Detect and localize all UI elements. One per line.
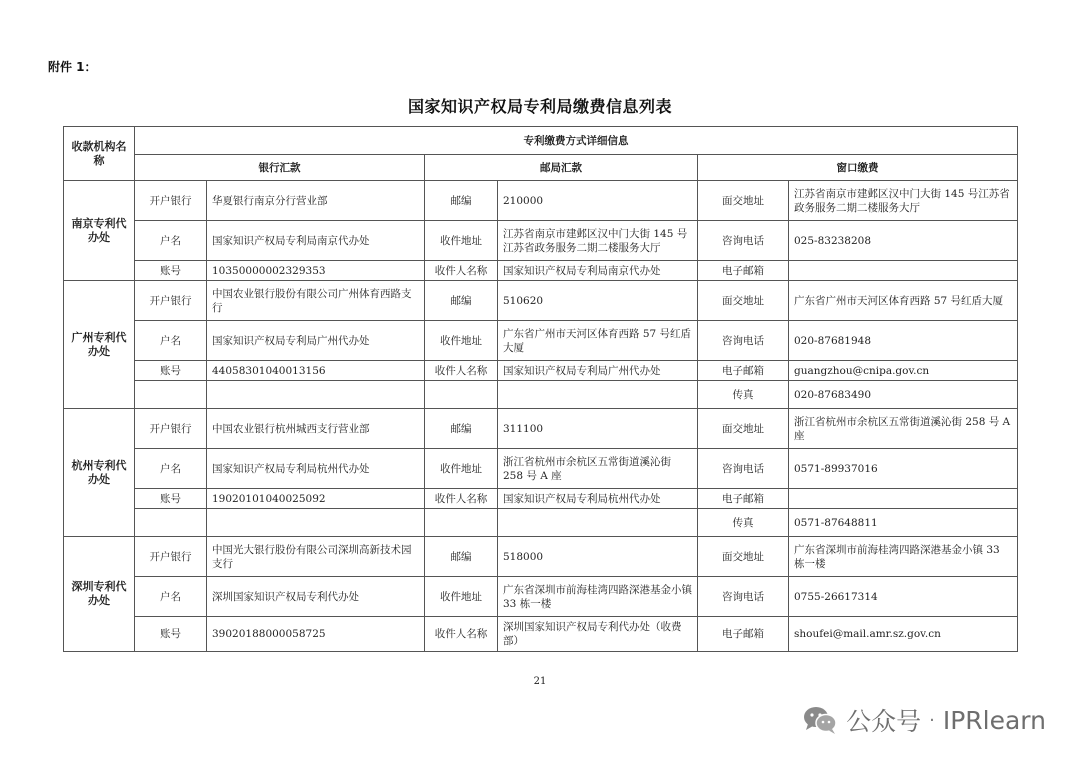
cell-window-label: 咨询电话 bbox=[698, 449, 789, 489]
cell-post-label: 收件人名称 bbox=[425, 261, 498, 281]
cell-window-value: 浙江省杭州市余杭区五常街道溪沁街 258 号 A 座 bbox=[789, 409, 1018, 449]
cell-bank-label: 开户银行 bbox=[135, 281, 207, 321]
attachment-label: 附件 1： bbox=[48, 60, 97, 74]
cell-window-label: 咨询电话 bbox=[698, 321, 789, 361]
cell-post-value: 广东省深圳市前海桂湾四路深港基金小镇 33 栋一楼 bbox=[498, 577, 698, 617]
cell-post-label: 收件人名称 bbox=[425, 617, 498, 652]
header-org: 收款机构名称 bbox=[64, 127, 135, 181]
cell-window-value: 020-87683490 bbox=[789, 381, 1018, 409]
cell-post-value: 518000 bbox=[498, 537, 698, 577]
office-name: 深圳专利代办处 bbox=[64, 537, 135, 652]
cell-window-value bbox=[789, 261, 1018, 281]
watermark-account: IPRlearn bbox=[942, 705, 1046, 735]
office-row bbox=[64, 181, 1018, 221]
cell-bank-value: 19020101040025092 bbox=[207, 489, 425, 509]
cell-window-label: 电子邮箱 bbox=[698, 617, 789, 652]
office-name: 广州专利代办处 bbox=[64, 281, 135, 409]
cell-post-label: 收件地址 bbox=[425, 449, 498, 489]
office-row bbox=[64, 221, 1018, 261]
cell-bank-value: 10350000002329353 bbox=[207, 261, 425, 281]
cell-window-label: 面交地址 bbox=[698, 409, 789, 449]
cell-bank-label: 开户银行 bbox=[135, 537, 207, 577]
cell-post-label: 邮编 bbox=[425, 181, 498, 221]
cell-bank-label: 开户银行 bbox=[135, 181, 207, 221]
cell-bank-label: 开户银行 bbox=[135, 409, 207, 449]
cell-bank-label: 户名 bbox=[135, 577, 207, 617]
cell-window-label: 传真 bbox=[698, 509, 789, 537]
cell-window-value: 广东省深圳市前海桂湾四路深港基金小镇 33 栋一楼 bbox=[789, 537, 1018, 577]
cell-post-label: 收件地址 bbox=[425, 577, 498, 617]
fee-info-table bbox=[63, 126, 1018, 652]
cell-window-label: 电子邮箱 bbox=[698, 261, 789, 281]
watermark bbox=[802, 702, 1046, 738]
cell-bank-value: 中国农业银行杭州城西支行营业部 bbox=[207, 409, 425, 449]
office-name: 南京专利代办处 bbox=[64, 181, 135, 281]
cell-post-label: 收件地址 bbox=[425, 221, 498, 261]
cell-window-label: 电子邮箱 bbox=[698, 489, 789, 509]
cell-bank-value bbox=[207, 509, 425, 537]
watermark-separator: · bbox=[929, 709, 935, 731]
cell-window-label: 咨询电话 bbox=[698, 221, 789, 261]
cell-window-value: 020-87681948 bbox=[789, 321, 1018, 361]
cell-post-value: 210000 bbox=[498, 181, 698, 221]
cell-post-value: 浙江省杭州市余杭区五常街道溪沁街 258 号 A 座 bbox=[498, 449, 698, 489]
cell-bank-value: 华夏银行南京分行营业部 bbox=[207, 181, 425, 221]
cell-bank-label: 户名 bbox=[135, 321, 207, 361]
cell-window-value: 0571-89937016 bbox=[789, 449, 1018, 489]
office-row bbox=[64, 361, 1018, 381]
office-row bbox=[64, 321, 1018, 361]
cell-window-value bbox=[789, 489, 1018, 509]
cell-post-value: 国家知识产权局专利局杭州代办处 bbox=[498, 489, 698, 509]
page-number: 21 bbox=[533, 676, 547, 687]
office-row bbox=[64, 617, 1018, 652]
fee-table-body bbox=[64, 127, 1018, 652]
cell-post-label: 收件人名称 bbox=[425, 489, 498, 509]
office-name: 杭州专利代办处 bbox=[64, 409, 135, 537]
cell-post-value bbox=[498, 509, 698, 537]
cell-bank-value bbox=[207, 381, 425, 409]
cell-post-value: 311100 bbox=[498, 409, 698, 449]
watermark-brand: 公众号 bbox=[846, 707, 922, 736]
cell-post-value: 510620 bbox=[498, 281, 698, 321]
cell-bank-label: 账号 bbox=[135, 261, 207, 281]
office-row bbox=[64, 489, 1018, 509]
header-post: 邮局汇款 bbox=[425, 155, 698, 181]
wechat-icon bbox=[802, 705, 838, 735]
header-window: 窗口缴费 bbox=[698, 155, 1018, 181]
cell-window-label: 面交地址 bbox=[698, 281, 789, 321]
cell-bank-label bbox=[135, 381, 207, 409]
cell-window-label: 面交地址 bbox=[698, 181, 789, 221]
cell-window-value: 0755-26617314 bbox=[789, 577, 1018, 617]
office-row bbox=[64, 537, 1018, 577]
cell-bank-label: 账号 bbox=[135, 361, 207, 381]
cell-window-label: 传真 bbox=[698, 381, 789, 409]
cell-bank-value: 深圳国家知识产权局专利代办处 bbox=[207, 577, 425, 617]
cell-post-value: 国家知识产权局专利局南京代办处 bbox=[498, 261, 698, 281]
header-row-1 bbox=[64, 127, 1018, 155]
cell-post-label: 收件地址 bbox=[425, 321, 498, 361]
cell-post-value: 江苏省南京市建邺区汉中门大街 145 号江苏省政务服务二期二楼服务大厅 bbox=[498, 221, 698, 261]
header-row-2 bbox=[64, 155, 1018, 181]
header-details: 专利缴费方式详细信息 bbox=[135, 127, 1018, 155]
cell-window-value: shoufei@mail.amr.sz.gov.cn bbox=[789, 617, 1018, 652]
cell-bank-value: 中国农业银行股份有限公司广州体育西路支行 bbox=[207, 281, 425, 321]
office-row bbox=[64, 449, 1018, 489]
cell-bank-label bbox=[135, 509, 207, 537]
cell-post-label bbox=[425, 381, 498, 409]
office-row bbox=[64, 281, 1018, 321]
cell-window-label: 电子邮箱 bbox=[698, 361, 789, 381]
cell-post-label: 收件人名称 bbox=[425, 361, 498, 381]
cell-window-label: 面交地址 bbox=[698, 537, 789, 577]
cell-window-value: 广东省广州市天河区体育西路 57 号红盾大厦 bbox=[789, 281, 1018, 321]
cell-bank-label: 户名 bbox=[135, 449, 207, 489]
cell-window-value: 江苏省南京市建邺区汉中门大街 145 号江苏省政务服务二期二楼服务大厅 bbox=[789, 181, 1018, 221]
office-row bbox=[64, 261, 1018, 281]
cell-post-value: 国家知识产权局专利局广州代办处 bbox=[498, 361, 698, 381]
office-row bbox=[64, 381, 1018, 409]
cell-bank-label: 账号 bbox=[135, 489, 207, 509]
cell-window-value: 025-83238208 bbox=[789, 221, 1018, 261]
cell-bank-value: 44058301040013156 bbox=[207, 361, 425, 381]
cell-post-value: 深圳国家知识产权局专利代办处（收费部） bbox=[498, 617, 698, 652]
cell-bank-label: 户名 bbox=[135, 221, 207, 261]
cell-post-label: 邮编 bbox=[425, 409, 498, 449]
page-title: 国家知识产权局专利局缴费信息列表 bbox=[407, 97, 672, 116]
cell-bank-value: 国家知识产权局专利局杭州代办处 bbox=[207, 449, 425, 489]
cell-post-label bbox=[425, 509, 498, 537]
cell-post-label: 邮编 bbox=[425, 537, 498, 577]
cell-bank-value: 39020188000058725 bbox=[207, 617, 425, 652]
cell-post-value: 广东省广州市天河区体育西路 57 号红盾大厦 bbox=[498, 321, 698, 361]
cell-post-value bbox=[498, 381, 698, 409]
cell-window-value: guangzhou@cnipa.gov.cn bbox=[789, 361, 1018, 381]
header-bank: 银行汇款 bbox=[135, 155, 425, 181]
office-row bbox=[64, 409, 1018, 449]
cell-post-label: 邮编 bbox=[425, 281, 498, 321]
cell-bank-value: 国家知识产权局专利局广州代办处 bbox=[207, 321, 425, 361]
cell-bank-label: 账号 bbox=[135, 617, 207, 652]
cell-window-label: 咨询电话 bbox=[698, 577, 789, 617]
office-row bbox=[64, 509, 1018, 537]
office-row bbox=[64, 577, 1018, 617]
cell-bank-value: 国家知识产权局专利局南京代办处 bbox=[207, 221, 425, 261]
cell-bank-value: 中国光大银行股份有限公司深圳高新技术园支行 bbox=[207, 537, 425, 577]
cell-window-value: 0571-87648811 bbox=[789, 509, 1018, 537]
